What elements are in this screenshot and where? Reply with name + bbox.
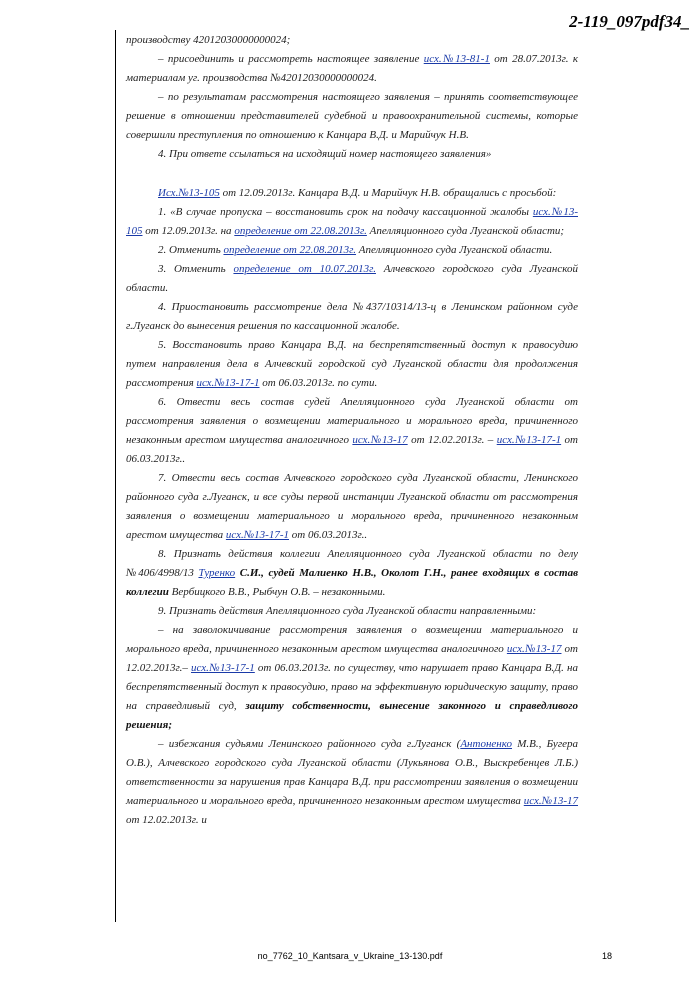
reference-link[interactable]: исх.№13-81-1 xyxy=(423,53,490,65)
document-body xyxy=(126,31,578,830)
reference-link[interactable]: Туренко xyxy=(198,567,236,579)
paragraph: 7. Отвести весь состав Алчевского городского суда Луганской области, Ленинского районного суда г.Луганск, и все суды первой инстанции Луганской области от рассмотрения заявления о возмещении материального и морального вреда, причиненного незаконным арестом имущества исх.№13-17-1 от 06.03.2013г.. xyxy=(126,472,578,541)
reference-link[interactable]: определение от 10.07.2013г. xyxy=(233,263,376,275)
margin-line xyxy=(115,30,116,922)
reference-link[interactable]: Исх.№13-105 xyxy=(158,187,220,199)
reference-link[interactable]: исх.№13-17 xyxy=(352,434,408,446)
reference-link[interactable]: определение от 22.08.2013г. xyxy=(223,244,357,256)
reference-link[interactable]: исх.№13-17-1 xyxy=(225,529,289,541)
reference-link[interactable]: определение от 22.08.2013г. xyxy=(234,225,367,237)
paragraph: – избежания судьями Ленинского районного суда г.Луганск (Антоненко М.В., Бугера О.В.), Алчевского городского суда Луганской области (Лукьянова О.В., Выскребенцев Л.Б.) ответственности за нарушения прав Канцара В.Д. при рассмотрении заявления о возмещении материального и морального вреда, причиненного незаконным арестом имущества исх.№13-17 от 12.02.2013г. и xyxy=(126,738,578,826)
paragraph: 4. При ответе ссылаться на исходящий номер настоящего заявления» xyxy=(158,148,492,160)
document-id: 2-119_097pdf34_ xyxy=(569,12,690,31)
footer-filename: no_7762_10_Kantsara_v_Ukraine_13-130.pdf xyxy=(257,951,443,961)
paragraph: – по результатам рассмотрения настоящего заявления – принять соответствующее решение в отношении представителей судебной и правоохранительной системы, которые совершили преступления по отношению к Канцара В.Д. и Марийчук Н.В. xyxy=(126,91,578,141)
paragraph: 9. Признать действия Апелляционного суда Луганской области направленными: xyxy=(158,605,537,617)
reference-link[interactable]: исх.№13-17 xyxy=(523,795,578,807)
spacer xyxy=(126,164,578,184)
paragraph: 6. Отвести весь состав судей Апелляционного суда Луганской области от рассмотрения заявления о возмещении материального и морального вреда, причиненного незаконным арестом имущества аналогичного исх.№13-17 от 12.02.2013г. – исх.№13-17-1 от 06.03.2013г.. xyxy=(126,396,578,465)
paragraph: 5. Восстановить право Канцара В.Д. на беспрепятственный доступ к правосудию путем направления дела в Алчевский городской суд Луганской области для продолжения рассмотрения исх.№13-17-1 от 06.03.2013г. по сути. xyxy=(126,339,578,389)
paragraph: – на заволокичивание рассмотрения заявления о возмещении материального и морального вреда, причиненного незаконным арестом имущества аналогичного исх.№13-17 от 12.02.2013г.– исх.№13-17-1 от 06.03.2013г. по существу, что нарушает право Канцара В.Д. на беспрепятственный доступ к правосудию, право на эффективную юридическую защиту, право на справедливый суд, защиту собственности, вынесение законного и справедливого решения; xyxy=(126,624,579,731)
reference-link[interactable]: исх.№13-17-1 xyxy=(496,434,562,446)
paragraph: 2. Отменить определение от 22.08.2013г. Апелляционного суда Луганской области. xyxy=(158,244,553,256)
paragraph: Исх.№13-105 от 12.09.2013г. Канцара В.Д. и Марийчук Н.В. обращались с просьбой: xyxy=(158,187,557,199)
reference-link[interactable]: исх.№13-105 xyxy=(126,206,578,237)
paragraph: 8. Признать действия коллегии Апелляционного суда Луганской области по делу №406/4998/13 Туренко С.И., судей Малиенко Н.В., Околот Г.Н., ранее входящих в состав коллегии Вербицкого В.В., Рыбчун О.В. – незаконными. xyxy=(126,548,579,598)
paragraph: – присоединить и рассмотреть настоящее заявление исх.№13-81-1 от 28.07.2013г. к материалам уг. производства №42012030000000024. xyxy=(126,53,578,84)
paragraph: 4. Приостановить рассмотрение дела №437/10314/13-ц в Ленинском районном суде г.Луганск до вынесения решения по кассационной жалобе. xyxy=(126,301,578,332)
reference-link[interactable]: исх.№13-17-1 xyxy=(196,377,260,389)
paragraph: 1. «В случае пропуска – восстановить срок на подачу кассационной жалобы исх.№13-105 от 12.09.2013г. на определение от 22.08.2013г. Апелляционного суда Луганской области; xyxy=(126,206,578,237)
reference-link[interactable]: Антоненко xyxy=(460,738,512,750)
reference-link[interactable]: исх.№13-17 xyxy=(506,643,562,655)
page-number: 18 xyxy=(601,951,612,961)
reference-link[interactable]: исх.№13-17-1 xyxy=(191,662,255,674)
paragraph: 3. Отменить определение от 10.07.2013г. Алчевского городского суда Луганской области. xyxy=(126,263,578,294)
paragraph: производству 42012030000000024; xyxy=(126,34,291,46)
